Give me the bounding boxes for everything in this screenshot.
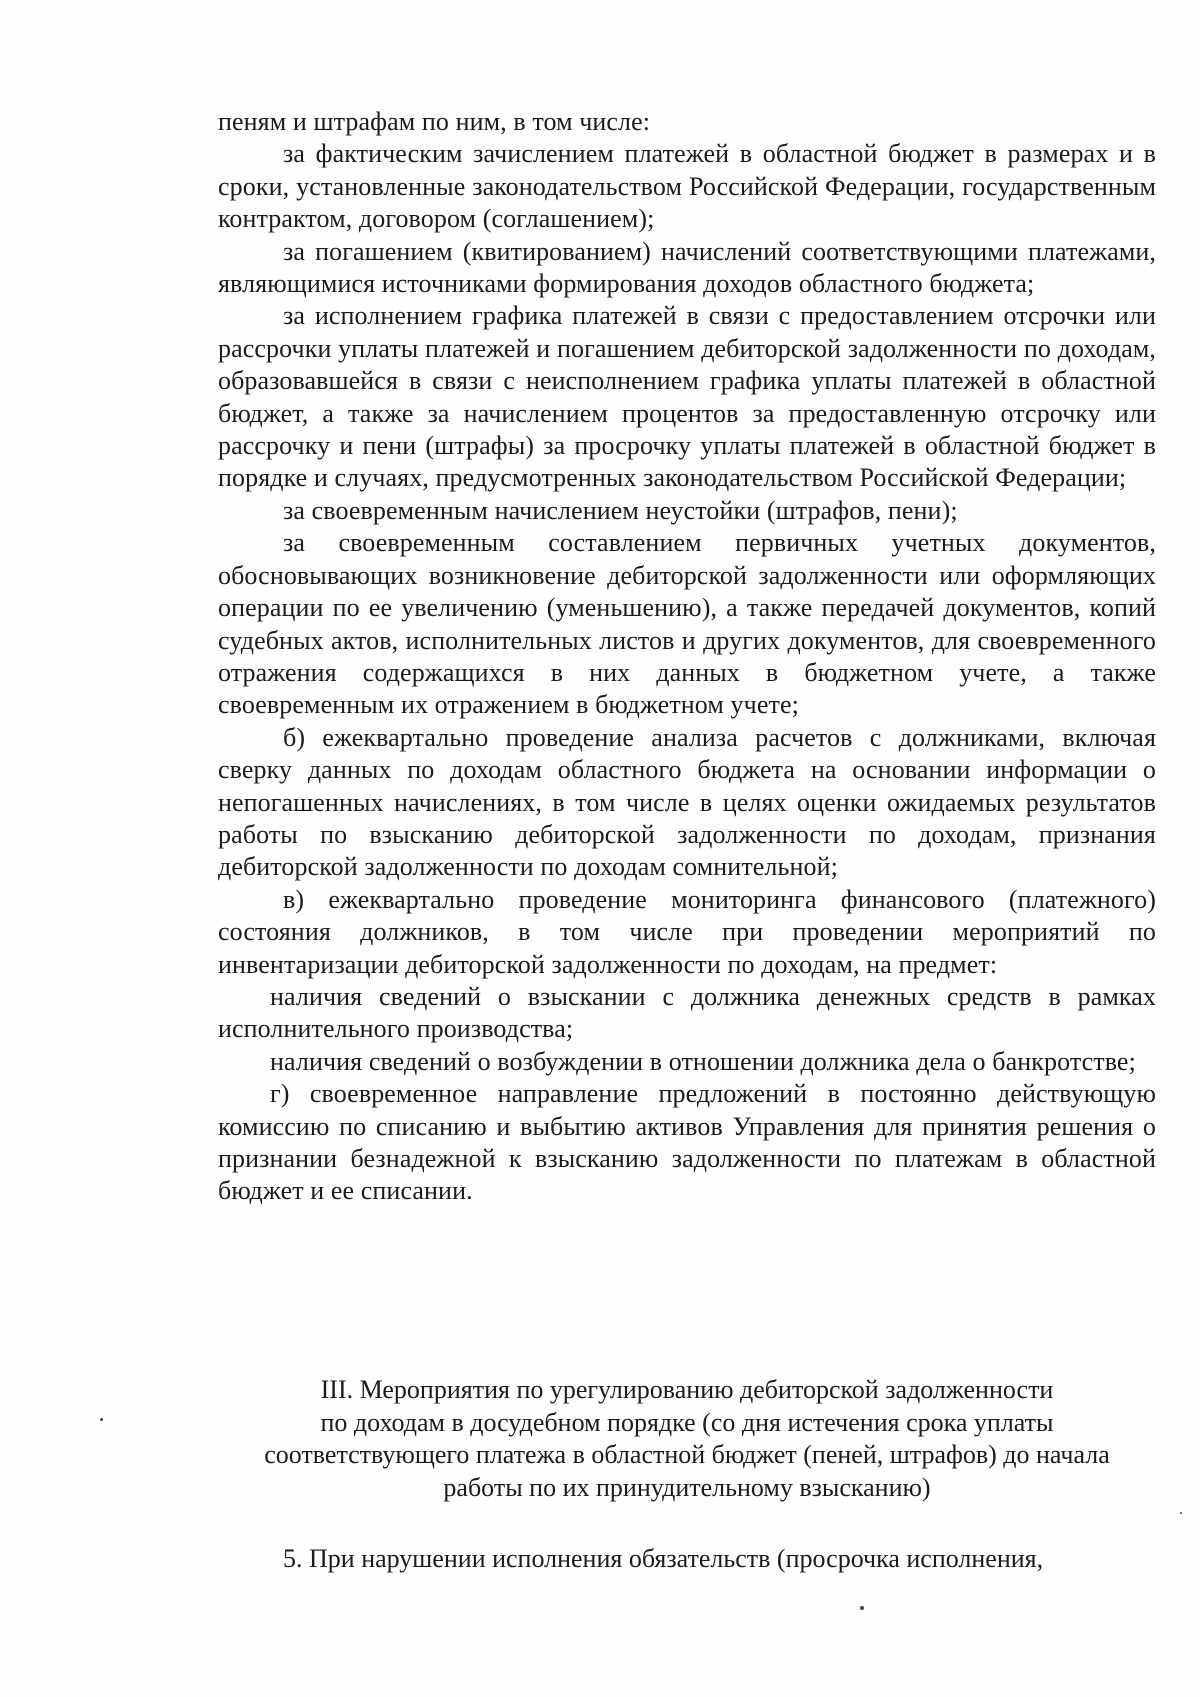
paragraph: г) своевременное направление предложений в постоянно действующую комиссию по списанию и выбытию активов Управления для принятия решения о признании безнадежной к взысканию задолженности по платежам в областной бюджет и ее списании. <box>218 1079 1156 1206</box>
paragraph: наличия сведений о взыскании с должника денежных средств в рамках исполнительного производства; <box>218 981 1156 1044</box>
paragraph: в) ежеквартально проведение мониторинга финансового (платежного) состояния должников, в том числе при проведении мероприятий по инвентаризации дебиторской задолженности по доходам, на предмет: <box>218 884 1156 979</box>
section-heading-line: по доходам в досудебном порядке (со дня истечения срока уплаты <box>320 1407 1054 1437</box>
clause-5-paragraph: 5. При нарушении исполнения обязательств (просрочка исполнения, <box>283 1544 1044 1573</box>
paragraph: за своевременным начислением неустойки (штрафов, пени); <box>283 495 958 525</box>
paragraph: за исполнением графика платежей в связи с предоставлением отсрочки или рассрочки уплаты платежей и погашением дебиторской задолженности по доходам, образовавшейся в связи с неисполнением графика уплаты платежей в областной бюджет, а также за начислением процентов за предоставленную отсрочку или рассрочку и пени (штрафы) за просрочку уплаты платежей в областной бюджет в порядке и случаях, предусмотренных законодательством Российской Федерации; <box>218 301 1156 493</box>
paragraph: б) ежеквартально проведение анализа расчетов с должниками, включая сверку данных по доходам областного бюджета на основании информации о непогашенных начислениях, в том числе в целях оценки ожидаемых результатов работы по взысканию дебиторской задолженности по доходам, признания дебиторской задолженности по доходам сомнительной; <box>218 722 1156 882</box>
paragraph: наличия сведений о возбуждении в отношении должника дела о банкротстве; <box>270 1046 1136 1076</box>
scan-speck <box>100 1418 103 1421</box>
scan-speck <box>1180 1512 1182 1514</box>
section-heading <box>218 1374 1156 1504</box>
paragraph: пеням и штрафам по ним, в том числе: <box>218 107 651 136</box>
paragraph: за погашением (квитированием) начислений соответствующими платежами, являющимися источниками формирования доходов областного бюджета; <box>218 236 1156 299</box>
body-text <box>218 106 1156 1208</box>
section-heading-line: соответствующего платежа в областной бюджет (пеней, штрафов) до начала <box>264 1440 1110 1469</box>
paragraph: за своевременным составлением первичных учетных документов, обосновывающих возникновение дебиторской задолженности или оформляющих операции по ее увеличению (уменьшению), а также передачей документов, копий судебных актов, исполнительных листов и других документов, для своевременного отражения содержащихся в них данных в бюджетном учете, а также своевременным их отражением в бюджетном учете; <box>218 528 1156 720</box>
section-heading-line: работы по их принудительному взысканию) <box>443 1472 931 1502</box>
scan-speck <box>860 1606 864 1610</box>
paragraph: за фактическим зачислением платежей в областной бюджет в размерах и в сроки, установленные законодательством Российской Федерации, государственным контрактом, договором (соглашением); <box>218 139 1156 234</box>
section-heading-line: III. Мероприятия по урегулированию дебиторской задолженности <box>320 1375 1054 1404</box>
